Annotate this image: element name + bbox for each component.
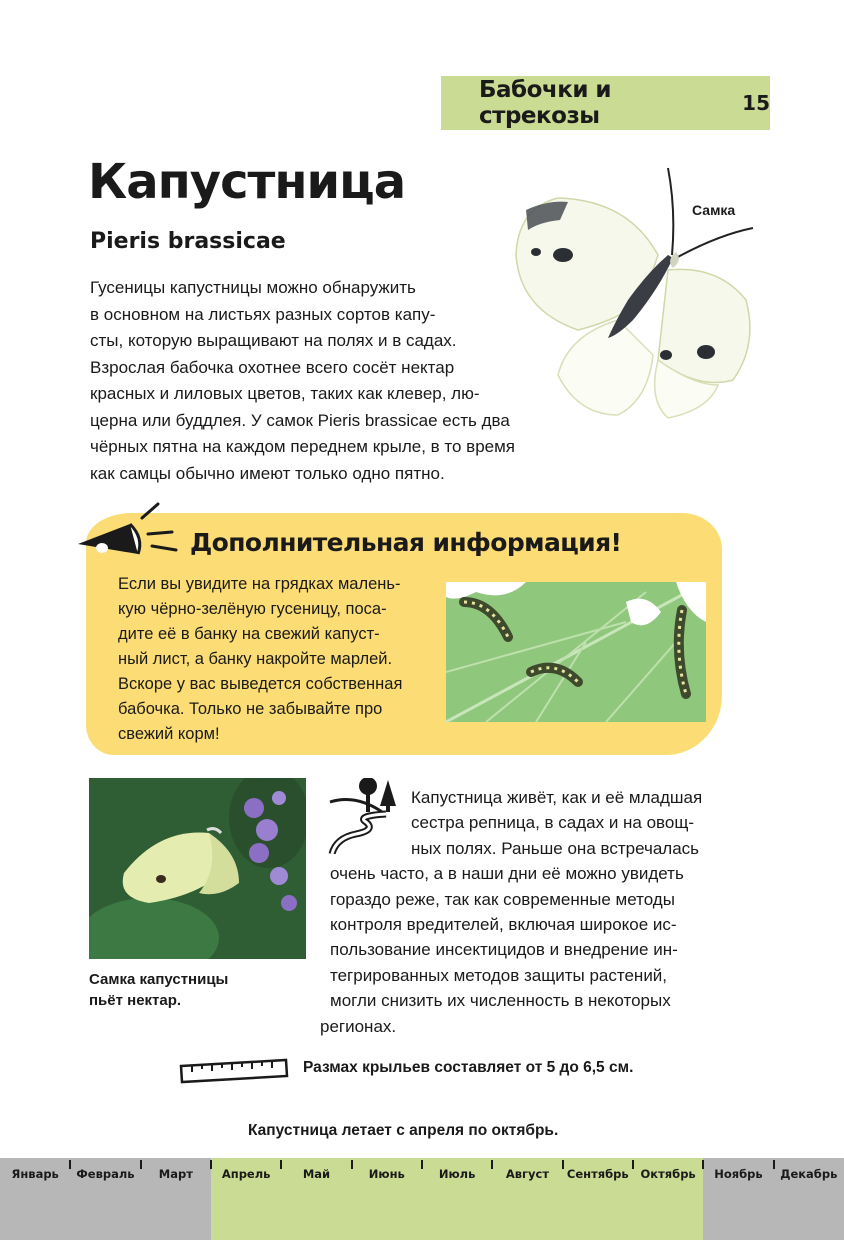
months-bar [0,1158,844,1240]
month-january: Январь [0,1158,70,1240]
intro-line: сты, которую выращивают на полях и в садах. [90,331,457,350]
caption-line: пьёт нектар. [89,992,182,1009]
month-august: Август [492,1158,562,1240]
ruler-icon [178,1056,290,1084]
info-title: Дополнительная информация! [190,528,622,557]
page-title: Капустница [88,154,406,210]
habitat-line: могли снизить их численность в некоторых [330,991,671,1011]
habitat-line: очень часто, а в наши дни её можно увидеть [330,864,684,884]
intro-line: красных и лиловых цветов, таких как клевер, лю- [90,384,480,403]
info-line: бабочка. Только не забывайте про [118,700,383,718]
habitat-line: гораздо реже, так как современные методы [330,889,675,909]
habitat-line: пользование инсектицидов и внедрение ин- [330,940,678,960]
page-number: 15 [742,91,770,115]
info-line: дите её в банку на свежий капуст- [118,625,380,643]
flight-period-text: Капустница летает с апреля по октябрь. [248,1122,559,1139]
caterpillar-photo [446,582,706,722]
habitat-line: сестра репница, в садах и на овощ- [411,813,694,833]
section-title: Бабочки и стрекозы [479,77,612,129]
info-line: кую чёрно-зелёную гусеницу, поса- [118,600,387,618]
month-february: Февраль [70,1158,140,1240]
butterfly-nectar-photo [89,778,306,959]
butterfly-illustration [508,160,758,430]
month-october: Октябрь [633,1158,703,1240]
month-july: Июль [422,1158,492,1240]
habitat-line: ных полях. Раньше она встречалась [411,838,700,858]
info-text [118,572,438,747]
caption-line: Самка капустницы [89,971,229,988]
month-december: Декабрь [774,1158,844,1240]
month-march: Март [141,1158,211,1240]
month-september: Сентябрь [563,1158,633,1240]
section-header [441,76,770,130]
month-november: Ноябрь [703,1158,773,1240]
intro-line: Взрослая бабочка охотнее всего сосёт нектар [90,357,455,377]
info-line: ный лист, а банку накройте марлей. [118,650,393,668]
illustration-label: Самка [692,202,736,218]
wingspan-text: Размах крыльев составляет от 5 до 6,5 см. [303,1059,634,1076]
latin-name: Pieris brassicae [90,229,286,254]
month-may: Май [281,1158,351,1240]
intro-paragraph [90,275,570,487]
month-june: Июнь [352,1158,422,1240]
habitat-line: Капустница живёт, как и её младшая [411,788,703,807]
intro-line: в основном на листьях разных сортов капу- [90,304,436,324]
photo-caption [89,969,228,1011]
intro-line: церна или буддлея. У самок Pieris brassicae есть два [90,410,510,430]
intro-line: как самцы обычно имеют только одно пятно. [90,463,445,483]
info-line: Вскоре у вас выведется собственная [118,675,403,693]
habitat-line: тегрированных методов защиты растений, [330,965,668,985]
intro-line: чёрных пятна на каждом переднем крыле, в то время [90,437,516,456]
intro-line: Гусеницы капустницы можно обнаружить [90,278,416,297]
month-april: Апрель [211,1158,281,1240]
habitat-line: контроля вредителей, включая широкое ис- [330,915,677,935]
info-line: Если вы увидите на грядках малень- [118,575,401,593]
info-line: свежий корм! [118,725,220,743]
habitat-line: регионах. [320,1016,397,1036]
megaphone-icon [72,498,188,564]
habitat-paragraph [318,785,758,1039]
